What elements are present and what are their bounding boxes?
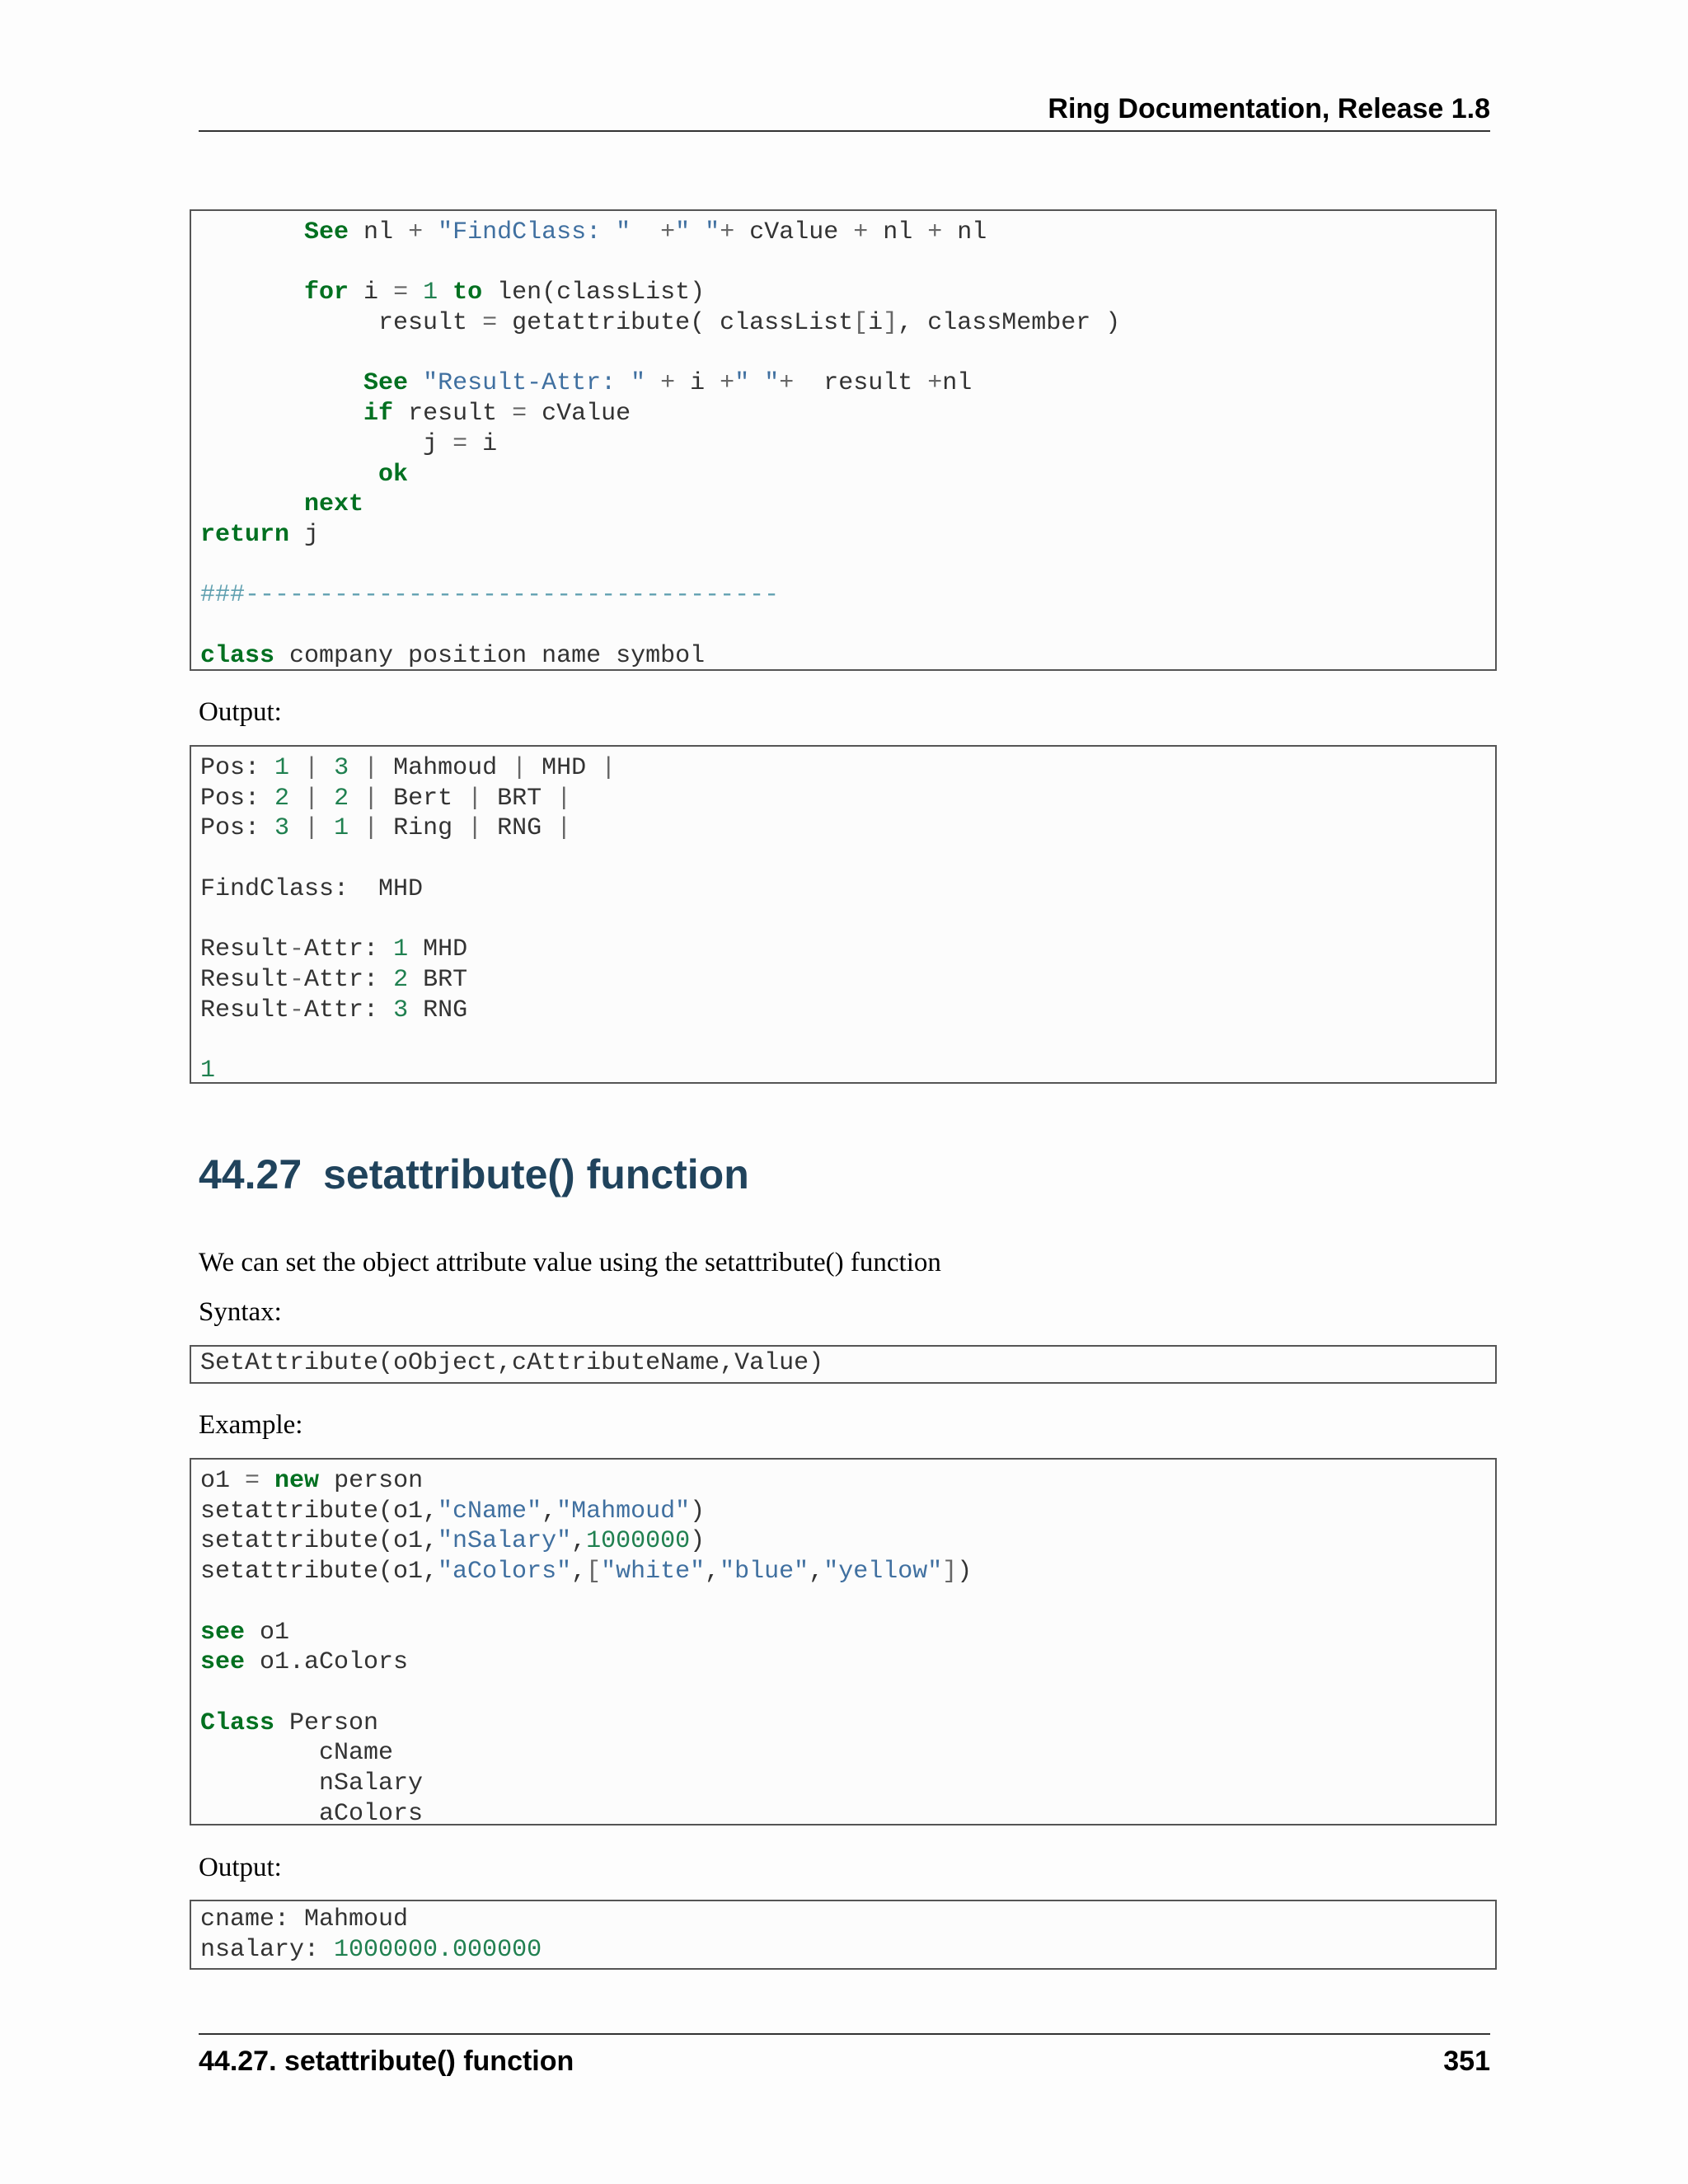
- code-line: [200, 996, 1495, 1026]
- code-token: [645, 369, 660, 397]
- code-line: [200, 1738, 1495, 1769]
- code-token: [349, 785, 363, 813]
- code-token: +: [720, 369, 735, 398]
- code-line: [200, 520, 1495, 551]
- code-token: [319, 785, 334, 813]
- example-label: Example:: [199, 1410, 303, 1440]
- code-token: i: [467, 429, 498, 458]
- code-token: FindClass: MHD: [200, 874, 424, 903]
- code-token: o1: [245, 1618, 290, 1647]
- code-token: BRT: [482, 784, 557, 813]
- code-token: [319, 754, 334, 782]
- code-token: j: [289, 521, 320, 549]
- code-token: "nSalary": [438, 1527, 572, 1556]
- code-line: [200, 339, 1495, 369]
- code-token: Result: [200, 935, 290, 964]
- code-line: [200, 429, 1495, 460]
- code-token: cValue: [734, 218, 854, 246]
- code-token: MHD: [527, 754, 602, 782]
- code-token: -: [289, 965, 305, 994]
- code-token: Pos:: [200, 754, 275, 782]
- code-line: [200, 368, 1495, 399]
- code-token: 2: [274, 784, 290, 813]
- page-footer: [199, 2033, 1490, 2078]
- code-token: len(classList): [482, 279, 706, 307]
- code-token: setattribute(o1,: [200, 1527, 438, 1556]
- code-token: see: [200, 1648, 246, 1677]
- code-token: ,: [571, 1527, 587, 1556]
- code-token: Person: [274, 1708, 379, 1737]
- code-token: "Mahmoud": [556, 1497, 691, 1526]
- code-token: "aColors": [438, 1558, 572, 1586]
- code-token: setattribute(o1,: [200, 1497, 438, 1526]
- code-token: See: [304, 218, 349, 246]
- code-block-find-class: [190, 209, 1497, 671]
- code-token: See: [363, 369, 409, 398]
- code-token: Result: [200, 965, 290, 994]
- code-token: cName: [200, 1739, 394, 1768]
- code-token: +: [927, 218, 943, 246]
- code-token: result: [200, 309, 483, 338]
- code-token: ,: [542, 1497, 557, 1526]
- code-token: return: [200, 521, 290, 549]
- code-line: [200, 1526, 1495, 1557]
- code-token: [260, 1467, 274, 1495]
- code-token: " ": [675, 218, 720, 246]
- code-token: +: [660, 369, 676, 398]
- code-token: +: [408, 218, 424, 246]
- code-token: 1000000.000000: [334, 1935, 542, 1964]
- code-token: 3: [393, 996, 409, 1024]
- code-token: +: [853, 218, 869, 246]
- footer-section: 44.27. setattribute() function: [199, 2046, 574, 2077]
- code-line: [200, 1348, 1495, 1379]
- code-token: 1: [334, 814, 349, 843]
- code-token: to: [452, 279, 483, 307]
- code-token: -: [289, 935, 305, 964]
- code-token: nl: [868, 218, 928, 246]
- code-token: ,: [809, 1558, 824, 1586]
- code-line: [200, 218, 1495, 248]
- code-token: i: [349, 279, 394, 307]
- code-token: nSalary: [200, 1769, 424, 1797]
- code-token: |: [556, 784, 572, 813]
- code-line: [200, 813, 1495, 844]
- code-token: person: [319, 1467, 424, 1495]
- code-token: nsalary:: [200, 1935, 335, 1964]
- code-token: next: [304, 490, 364, 519]
- code-line: [200, 1557, 1495, 1587]
- code-line: [200, 1587, 1495, 1618]
- code-token: |: [363, 784, 379, 813]
- code-line: [200, 1935, 1495, 1966]
- code-line: [200, 1678, 1495, 1708]
- code-token: nl: [942, 218, 987, 246]
- code-token: =: [452, 429, 468, 458]
- section-number: 44.27: [199, 1151, 302, 1197]
- header-title: Ring Documentation, Release 1.8: [1048, 93, 1490, 124]
- code-line: [200, 1466, 1495, 1497]
- code-token: for: [304, 279, 349, 307]
- syntax-label: Syntax:: [199, 1297, 282, 1327]
- code-token: [200, 490, 304, 518]
- code-line: [200, 580, 1495, 611]
- code-line: [200, 1025, 1495, 1056]
- code-line: [200, 278, 1495, 308]
- code-token: [319, 814, 334, 842]
- code-token: 3: [334, 754, 349, 782]
- section-title: setattribute() function: [323, 1151, 749, 1197]
- code-token: nl: [942, 369, 973, 398]
- output-label-2: Output:: [199, 1853, 282, 1882]
- code-token: new: [274, 1467, 320, 1495]
- code-token: ,: [705, 1558, 720, 1586]
- code-token: Pos:: [200, 814, 275, 843]
- code-token: ok: [378, 460, 409, 489]
- code-line: [200, 1647, 1495, 1678]
- code-token: [200, 400, 363, 428]
- code-token: +: [720, 218, 735, 246]
- code-token: Attr:: [304, 965, 394, 994]
- code-token: Bert: [378, 784, 468, 813]
- code-token: ,: [571, 1558, 587, 1586]
- code-token: j: [200, 429, 453, 458]
- code-token: result: [794, 369, 928, 398]
- code-token: ): [690, 1527, 706, 1556]
- code-token: 3: [274, 814, 290, 843]
- output-block-find-class: [190, 745, 1497, 1084]
- code-line: [200, 753, 1495, 784]
- code-token: 1000000: [586, 1527, 691, 1556]
- code-token: Ring: [378, 814, 468, 843]
- code-line: [200, 1769, 1495, 1799]
- code-line: [200, 611, 1495, 641]
- output-label: Output:: [199, 697, 282, 727]
- code-token: cname: Mahmoud: [200, 1905, 409, 1933]
- code-token: |: [601, 754, 617, 782]
- code-token: [200, 461, 378, 489]
- code-token: Mahmoud: [378, 754, 513, 782]
- section-heading: [199, 1150, 749, 1199]
- code-token: class: [200, 641, 275, 670]
- code-token: if: [363, 400, 394, 429]
- code-token: |: [363, 814, 379, 843]
- code-token: [289, 754, 304, 782]
- code-token: "cName": [438, 1497, 542, 1526]
- code-token: [349, 814, 363, 842]
- code-token: ): [957, 1558, 973, 1586]
- code-token: company position name symbol: [274, 641, 706, 670]
- code-token: =: [482, 309, 498, 338]
- code-token: "FindClass: ": [438, 218, 631, 246]
- code-line: [200, 1056, 1495, 1084]
- code-token: |: [304, 814, 320, 843]
- code-token: i: [675, 369, 720, 398]
- code-token: ]: [883, 309, 898, 338]
- code-line: [200, 460, 1495, 490]
- code-token: setattribute(o1,: [200, 1558, 438, 1586]
- code-line: [200, 1799, 1495, 1825]
- code-token: =: [512, 400, 528, 429]
- code-token: RNG: [482, 814, 557, 843]
- code-token: [423, 218, 438, 246]
- code-line: [200, 965, 1495, 996]
- intro-paragraph: We can set the object attribute value using the setattribute() function: [199, 1248, 941, 1277]
- code-token: 1: [200, 1056, 216, 1084]
- code-token: [349, 754, 363, 782]
- code-token: |: [512, 754, 528, 782]
- code-token: [200, 279, 304, 307]
- code-token: SetAttribute(oObject,cAttributeName,Value): [200, 1349, 824, 1377]
- code-token: [438, 279, 452, 307]
- code-token: [: [853, 309, 869, 338]
- code-token: cValue: [527, 400, 631, 429]
- syntax-block: [190, 1345, 1497, 1384]
- code-token: +: [660, 218, 676, 246]
- code-token: 2: [334, 784, 349, 813]
- code-token: , classMember ): [898, 309, 1121, 338]
- code-token: BRT: [408, 965, 468, 994]
- code-token: "blue": [720, 1558, 809, 1586]
- code-token: aColors: [200, 1799, 424, 1825]
- code-line: [200, 551, 1495, 581]
- code-line: [200, 641, 1495, 671]
- code-token: |: [467, 784, 483, 813]
- code-token: i: [868, 309, 884, 338]
- code-token: ): [690, 1497, 706, 1526]
- code-token: MHD: [408, 935, 468, 964]
- code-token: |: [556, 814, 572, 843]
- code-token: +: [927, 369, 943, 398]
- output-block-example: [190, 1900, 1497, 1970]
- code-token: [200, 218, 304, 246]
- code-token: Attr:: [304, 935, 394, 964]
- code-line: [200, 844, 1495, 874]
- code-token: [408, 279, 423, 307]
- code-token: "white": [601, 1558, 706, 1586]
- code-token: 1: [274, 754, 290, 782]
- code-block-example: [190, 1458, 1497, 1825]
- code-token: getattribute( classList: [497, 309, 854, 338]
- code-line: [200, 1905, 1495, 1935]
- code-token: [289, 785, 304, 813]
- code-token: "yellow": [823, 1558, 943, 1586]
- code-token: " ": [734, 369, 780, 398]
- code-token: "Result-Attr: ": [423, 369, 646, 398]
- code-token: Pos:: [200, 784, 275, 813]
- page-number: 351: [1443, 2046, 1490, 2077]
- code-line: [200, 1708, 1495, 1739]
- code-token: [408, 369, 423, 397]
- code-token: see: [200, 1618, 246, 1647]
- code-line: [200, 874, 1495, 905]
- code-token: Result: [200, 996, 290, 1024]
- code-line: [200, 248, 1495, 279]
- page-header: [199, 92, 1490, 132]
- code-token: 1: [393, 935, 409, 964]
- code-token: o1.aColors: [245, 1648, 409, 1677]
- code-line: [200, 1497, 1495, 1527]
- code-token: |: [304, 784, 320, 813]
- code-token: 2: [393, 965, 409, 994]
- code-token: |: [304, 754, 320, 782]
- code-token: +: [779, 369, 795, 398]
- code-line: [200, 935, 1495, 965]
- code-token: [: [586, 1558, 602, 1586]
- code-token: |: [363, 754, 379, 782]
- code-token: [289, 814, 304, 842]
- code-line: [200, 1618, 1495, 1648]
- code-line: [200, 905, 1495, 935]
- code-token: Attr:: [304, 996, 394, 1024]
- code-token: =: [245, 1467, 260, 1495]
- code-token: [200, 369, 363, 397]
- code-token: result: [393, 400, 513, 429]
- code-token: [631, 218, 660, 246]
- code-token: ###------------------------------------: [200, 581, 780, 610]
- code-token: ]: [942, 1558, 958, 1586]
- code-line: [200, 490, 1495, 520]
- code-token: |: [467, 814, 483, 843]
- code-token: 1: [423, 279, 438, 307]
- code-token: nl: [349, 218, 409, 246]
- code-line: [200, 308, 1495, 339]
- code-line: [200, 784, 1495, 814]
- code-token: RNG: [408, 996, 468, 1024]
- code-token: -: [289, 996, 305, 1024]
- code-token: =: [393, 279, 409, 307]
- code-token: o1: [200, 1467, 246, 1495]
- code-line: [200, 399, 1495, 429]
- code-token: Class: [200, 1708, 275, 1737]
